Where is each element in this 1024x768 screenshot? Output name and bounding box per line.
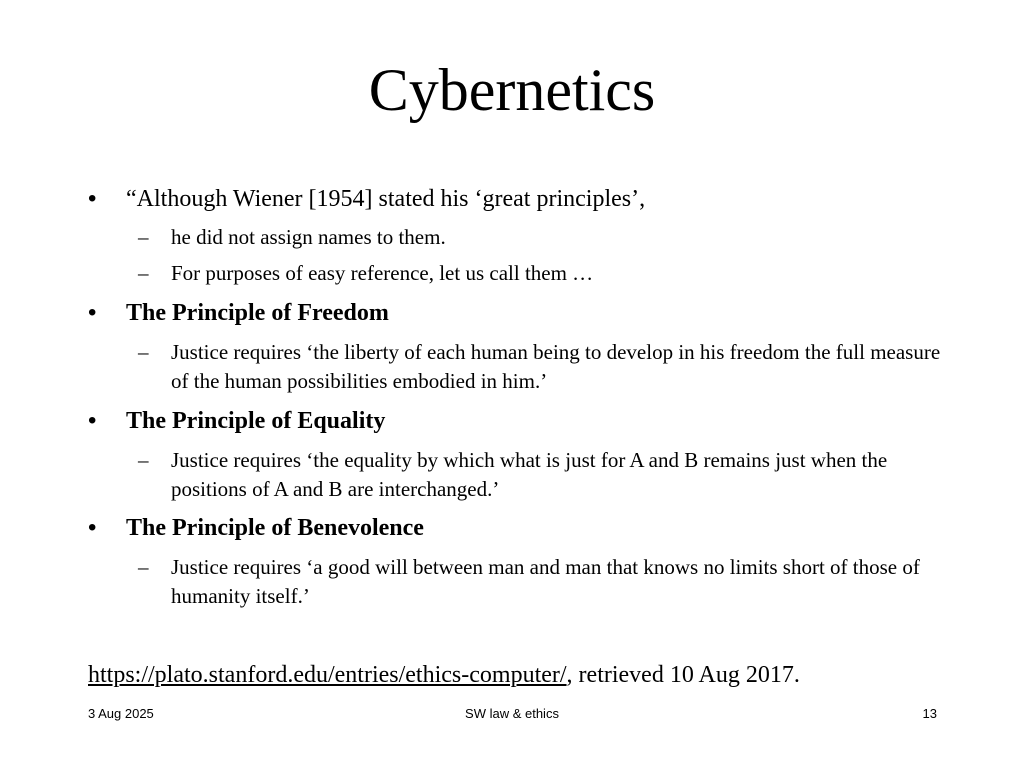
sub-item-text: Justice requires ‘a good will between man and man that knows no limits short of those of humanity itself.’	[171, 555, 920, 608]
sub-item-text: Justice requires ‘the equality by which what is just for A and B remains just when the positions of A and B are interchanged.’	[171, 448, 888, 501]
dash-glyph: –	[138, 261, 149, 285]
bullet-dot: •	[88, 407, 97, 434]
dash-glyph: –	[138, 555, 149, 579]
bullet-text: “Although Wiener [1954] stated his ‘great principles’,	[126, 186, 646, 212]
bullet-dot: •	[88, 299, 97, 326]
sub-item-text: For purposes of easy reference, let us call them …	[171, 261, 594, 285]
source-citation	[88, 660, 800, 690]
dash-glyph: –	[138, 340, 149, 364]
bullet-heading: The Principle of Benevolence	[126, 515, 424, 541]
footer-date: 3 Aug 2025	[88, 706, 154, 721]
bullet-dot: •	[88, 185, 97, 212]
bullet-dot: •	[88, 514, 97, 541]
bullet-heading: The Principle of Equality	[126, 408, 386, 434]
footer-page-number: 13	[922, 706, 937, 721]
source-link[interactable]: https://plato.stanford.edu/entries/ethics-computer/	[88, 662, 567, 688]
sub-item-text: Justice requires ‘the liberty of each human being to develop in his freedom the full measure of the human possibilities embodied in him.’	[171, 340, 941, 393]
dash-glyph: –	[138, 448, 149, 472]
slide-title: Cybernetics	[368, 57, 656, 123]
source-suffix: , retrieved 10 Aug 2017.	[566, 662, 800, 688]
sub-item-text: he did not assign names to them.	[171, 225, 446, 249]
dash-glyph: –	[138, 225, 149, 249]
bullet-heading: The Principle of Freedom	[126, 300, 389, 326]
footer-title: SW law & ethics	[465, 706, 559, 721]
